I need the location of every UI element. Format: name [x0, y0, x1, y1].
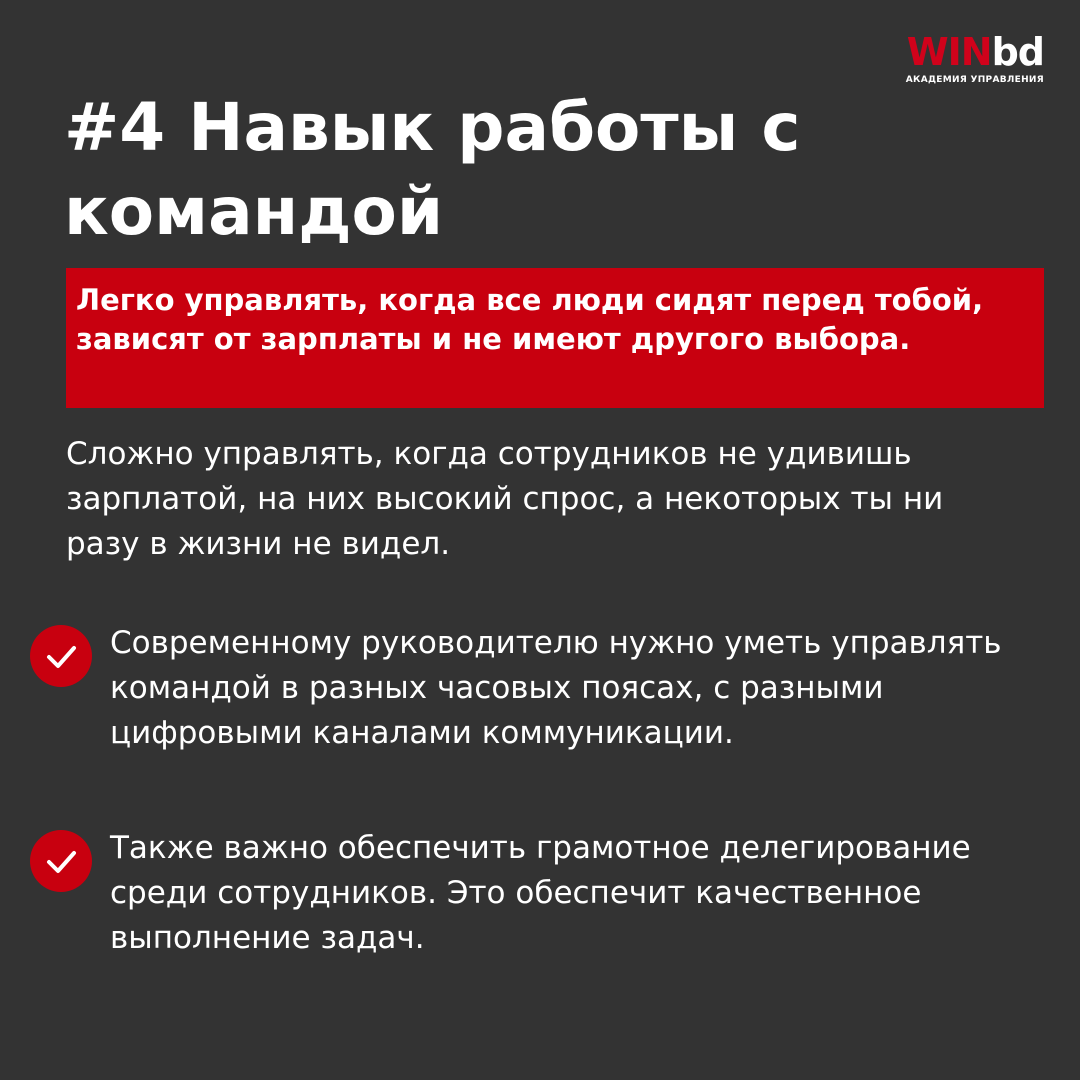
logo-wordmark: [907, 32, 1044, 72]
logo-bd: bd: [991, 30, 1044, 74]
bullet-text: Также важно обеспечить грамотное делегирование среди сотрудников. Это обеспечит качественное выполнение задач.: [110, 830, 971, 956]
highlight-box: [66, 268, 1044, 408]
highlight-text: Легко управлять, когда все люди сидят перед тобой, зависят от зарплаты и не имеют другого выбора.: [76, 283, 984, 356]
page-title: #4 Навык работы с командой: [64, 89, 801, 250]
bullet-text: Современному руководителю нужно уметь управлять командой в разных часовых поясах, с разными цифровыми каналами коммуникации.: [110, 625, 1002, 751]
bullet-item: [30, 826, 1050, 961]
bullet-item: [30, 621, 1050, 756]
brand-logo: [906, 32, 1044, 85]
check-icon: [30, 625, 92, 687]
check-icon: [30, 830, 92, 892]
logo-win: WIN: [906, 30, 992, 74]
intro-paragraph: Сложно управлять, когда сотрудников не удивишь зарплатой, на них высокий спрос, а некоторых ты ни разу в жизни не видел.: [66, 436, 944, 562]
logo-subtitle: АКАДЕМИЯ УПРАВЛЕНИЯ: [905, 75, 1044, 85]
